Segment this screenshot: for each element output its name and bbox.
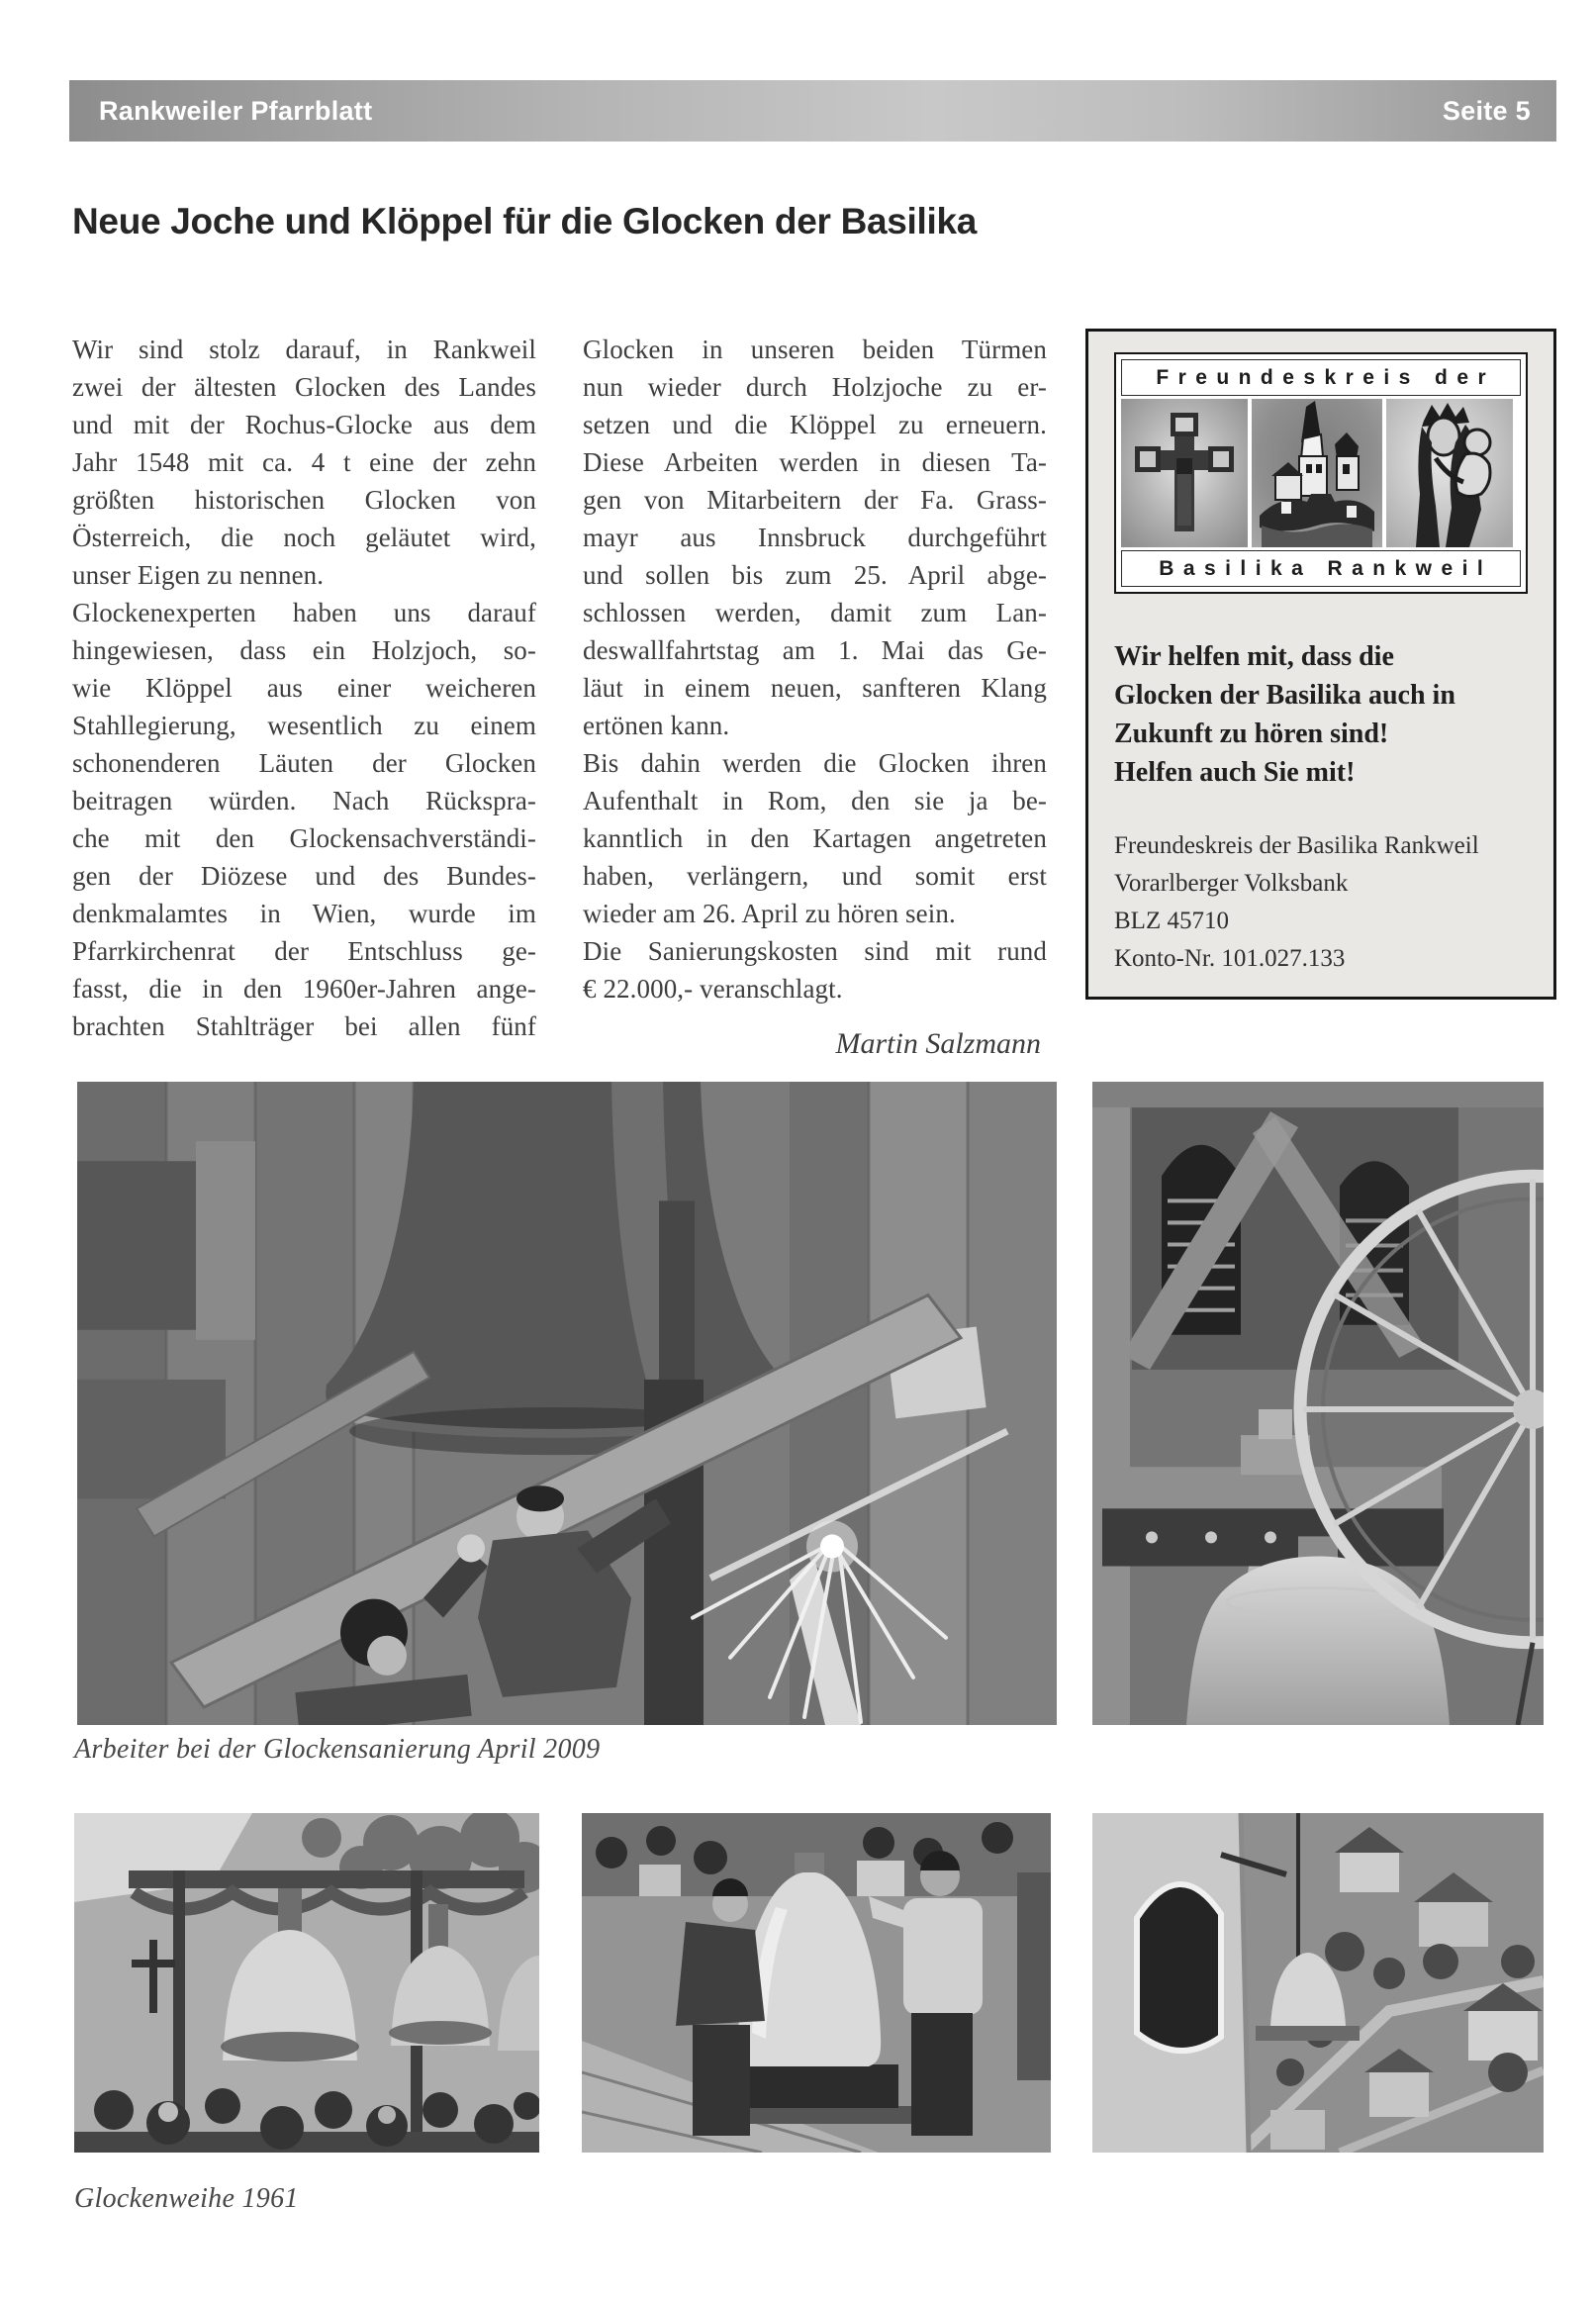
appeal-line: Wir helfen mit, dass die	[1114, 641, 1394, 672]
text-line: und mit der Rochus-Glocke aus dem	[72, 410, 536, 439]
photo-bell-and-wheel	[1092, 1082, 1544, 1725]
logo-text-bottom: Basilika Rankweil	[1121, 550, 1521, 587]
text-line: Jahr 1548 mit ca. 4 t eine der zehn	[72, 447, 536, 477]
text-line: ertönen kann.	[583, 711, 730, 740]
text-line: gen der Diözese und des Bundes-	[72, 861, 536, 891]
freundeskreis-logo	[1114, 352, 1528, 594]
text-line: beitragen würden. Nach Rückspra-	[72, 786, 536, 815]
text-line: denkmalamtes in Wien, wurde im	[72, 899, 536, 928]
text-line: wieder am 26. April zu hören sein.	[583, 899, 956, 928]
account-line: Konto-Nr. 101.027.133	[1114, 945, 1346, 972]
text-line: kanntlich in den Kartagen angetreten	[583, 823, 1047, 853]
account-line: Vorarlberger Volksbank	[1114, 870, 1349, 897]
text-line: mayr aus Innsbruck durchgeführt	[583, 523, 1047, 552]
text-line: Pfarrkirchenrat der Entschluss ge-	[72, 936, 536, 966]
appeal-line: Helfen auch Sie mit!	[1114, 757, 1356, 788]
text-line: Bis dahin werden die Glocken ihren	[583, 748, 1047, 778]
newsletter-name: Rankweiler Pfarrblatt	[99, 95, 373, 126]
text-line: und sollen bis zum 25. April abge-	[583, 560, 1047, 590]
text-line: Glocken in unseren beiden Türmen	[583, 335, 1047, 364]
logo-text-top: Freundeskreis der	[1121, 359, 1521, 396]
photo-bell-transport-men	[582, 1813, 1051, 2153]
text-line: setzen und die Klöppel zu erneuern.	[583, 410, 1047, 439]
photo-bell-restoration-workers	[77, 1082, 1057, 1725]
photo-decorated-bells-crowd	[74, 1813, 539, 2153]
donation-infobox	[1085, 329, 1556, 1000]
cross-icon	[1121, 399, 1248, 547]
caption-consecration: Glockenweihe 1961	[74, 2183, 299, 2214]
text-line: hingewiesen, dass ein Holzjoch, so-	[72, 635, 536, 665]
text-line: nun wieder durch Holzjoche zu er-	[583, 372, 1047, 402]
text-line: haben, verlängern, und somit erst	[583, 861, 1047, 891]
text-line: gen von Mitarbeitern der Fa. Grass-	[583, 485, 1047, 515]
caption-restoration: Arbeiter bei der Glockensanierung April 2009	[74, 1734, 601, 1765]
text-line: € 22.000,- veranschlagt.	[583, 974, 843, 1004]
basilica-icon	[1252, 399, 1382, 547]
account-line: Freundeskreis der Basilika Rankweil	[1114, 832, 1479, 859]
text-line: Die Sanierungskosten sind mit rund	[583, 936, 1047, 966]
text-line: fasst, die in den 1960er-Jahren ange-	[72, 974, 536, 1004]
text-line: Aufenthalt in Rom, den sie ja be-	[583, 786, 1047, 815]
text-line: Glockenexperten haben uns darauf	[72, 598, 536, 627]
text-line: schlossen werden, damit zum Lan-	[583, 598, 1047, 627]
appeal-line: Glocken der Basilika auch in	[1114, 680, 1455, 711]
page-number: Seite 5	[1442, 95, 1531, 126]
text-line: zwei der ältesten Glocken des Landes	[72, 372, 536, 402]
article-title: Neue Joche und Klöppel für die Glocken der Basilika	[72, 201, 978, 241]
page-header-bar	[69, 80, 1556, 142]
donation-appeal	[1114, 637, 1528, 792]
text-line: Wir sind stolz darauf, in Rankweil	[72, 335, 536, 364]
text-line: Stahllegierung, wesentlich zu einem	[72, 711, 536, 740]
text-line: wie Klöppel aus einer weicheren	[72, 673, 536, 703]
logo-panels	[1121, 396, 1521, 550]
account-line: BLZ 45710	[1114, 908, 1229, 934]
text-line: che mit den Glockensachverständi-	[72, 823, 536, 853]
appeal-line: Zukunft zu hören sind!	[1114, 719, 1389, 749]
article-column-1	[72, 331, 536, 1045]
text-line: deswallfahrtstag am 1. Mai das Ge-	[583, 635, 1047, 665]
article-column-2	[583, 331, 1047, 1007]
text-line: brachten Stahlträger bei allen fünf	[72, 1011, 536, 1041]
bank-account-details	[1114, 827, 1528, 978]
author-signature: Martin Salzmann	[835, 1027, 1041, 1060]
text-line: Österreich, die noch geläutet wird,	[72, 523, 536, 552]
text-line: läut in einem neuen, sanfteren Klang	[583, 673, 1047, 703]
madonna-icon	[1386, 399, 1513, 547]
text-line: größten historischen Glocken von	[72, 485, 536, 515]
text-line: schonenderen Läuten der Glocken	[72, 748, 536, 778]
text-line: Diese Arbeiten werden in diesen Ta-	[583, 447, 1047, 477]
text-line: unser Eigen zu nennen.	[72, 560, 325, 590]
photo-bell-hoist-aerial-village	[1092, 1813, 1544, 2153]
